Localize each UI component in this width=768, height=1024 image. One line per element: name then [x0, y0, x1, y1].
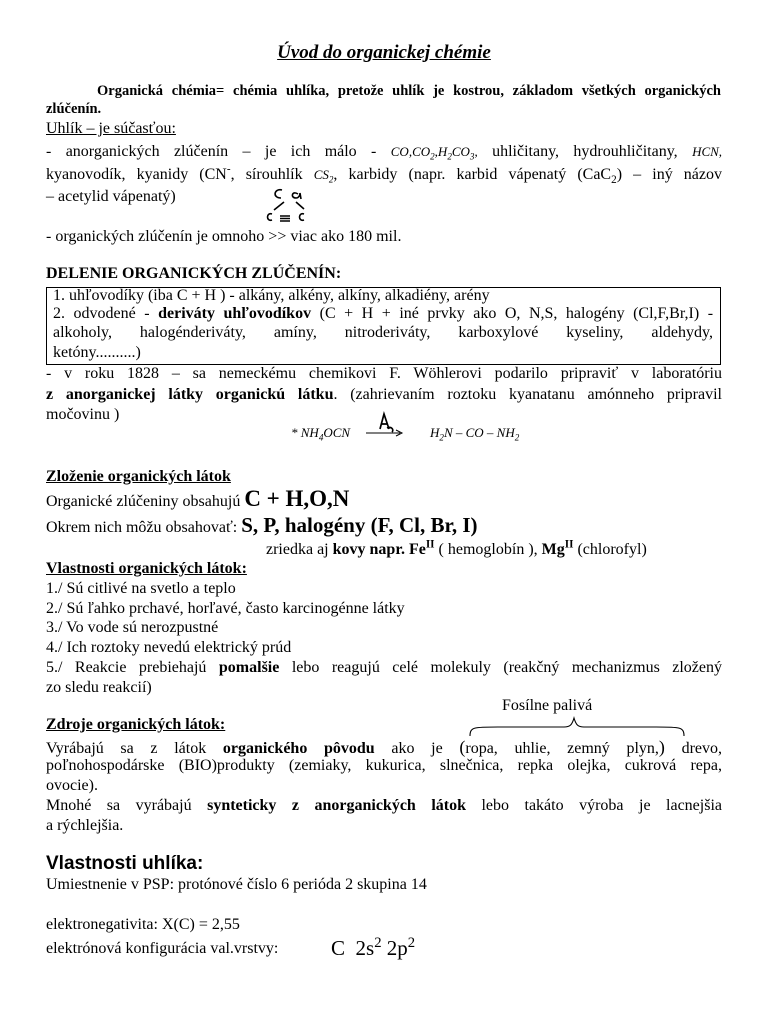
sources-line-3: ovocie).	[46, 777, 98, 794]
fossil-fuels-brace	[468, 717, 686, 737]
composition-main-elements: C + H,O,N	[244, 486, 350, 511]
division-item-2-line-3: ketóny..........)	[53, 344, 141, 361]
formula-hcn: HCN,	[692, 144, 723, 159]
inorganic-line-3: – acetylid vápenatý)	[46, 188, 176, 205]
property-item-5-line-2: zo sledu reakcií)	[46, 679, 152, 696]
intro-line-2: zlúčenín.	[46, 101, 102, 117]
composition-heading: Zloženie organických látok	[46, 468, 231, 485]
page-title: Úvod do organickej chémie	[277, 42, 491, 63]
reaction-equation	[291, 424, 350, 442]
inorganic-line-2: kyanovodík, kyanidy (CN-, sírouhlík $CS_2$, karbidy (napr. karbid vápenatý (CaC$_2$) – iný názov	[46, 163, 722, 187]
inorganic-carbide-text: , karbidy (napr. karbid vápenatý (CaC	[333, 166, 612, 183]
composition-line-1: Organické zlúčeniny obsahujú C + H,O,N	[46, 486, 350, 511]
properties-heading: Vlastnosti organických látok:	[46, 560, 247, 577]
derivatives-bold: deriváty uhľovodíkov	[158, 305, 312, 322]
sources-heading: Zdroje organických látok:	[46, 716, 226, 733]
reaction-product: $H_2N$ – CO – $NH_2$	[430, 425, 520, 443]
inorganic-other-name: ) – iný názov	[616, 166, 722, 183]
organic-origin-bold: organického pôvodu	[222, 740, 375, 757]
inorganic-cs2-text: , sírouhlík	[230, 166, 303, 183]
electron-config-value: C $2s^2$ $2p^2$	[331, 935, 416, 960]
formula-cs2: $CS_2$	[313, 167, 334, 185]
inorganic-cyanide-text: kyanovodík, kyanidy (CN	[46, 166, 227, 183]
electronegativity-line: elektronegativita: X(C) = 2,55	[46, 916, 240, 933]
inorganic-middle: uhličitany, hydrouhličitany,	[492, 143, 678, 160]
division-item-2-line-2: alkoholy, halogénderiváty, amíny, nitroderiváty, karboxylové kyseliny, aldehydy,	[53, 324, 713, 341]
metals-bold: kovy napr. $Fe^{II}$	[332, 538, 435, 558]
property-item-2: 2./ Sú ľahko prchavé, horľavé, často karcinogénne látky	[46, 600, 405, 617]
intro-line-1: Organická chémia= chémia uhlíka, pretože uhlík je kostrou, základom všetkých organických	[97, 83, 721, 99]
property-item-5: 5./ Reakcie prebiehajú pomalšie lebo reagujú celé molekuly (reakčný mechanizmus zložený	[46, 659, 723, 676]
reaction-reactant: * $NH_4OCN$	[291, 425, 351, 443]
property-item-3: 3./ Vo vode sú nerozpustné	[46, 619, 219, 636]
fossil-fuels-list: ropa, uhlie, zemný plyn,	[465, 740, 659, 757]
handwritten-acetylide-sketch	[260, 184, 320, 228]
inorganic-line-1	[46, 143, 722, 161]
mg-bold: $Mg^{II}$	[541, 538, 574, 558]
inorganic-prefix: - anorganických zlúčenín – je ich málo -	[46, 143, 377, 160]
wohler-line-2: z anorganickej látky organickú látku. (zahrievaním roztoku kyanatanu amónneho pripravil	[46, 386, 722, 403]
sources-line-2: poľnohospodárske (BIO)produkty (zemiaky, kukurica, slnečnica, repka olejka, cukrová repa,	[46, 757, 722, 774]
sources-line-5: a rýchlejšia.	[46, 817, 124, 834]
division-heading: DELENIE ORGANICKÝCH ZLÚČENÍN:	[46, 265, 342, 282]
sources-line-1: Vyrábajú sa z látok organického pôvodu ako je (ropa, uhlie, zemný plyn,) drevo,	[46, 737, 722, 757]
property-item-1: 1./ Sú citlivé na svetlo a teplo	[46, 580, 236, 597]
carbon-props-heading: Vlastnosti uhlíka:	[46, 853, 204, 874]
composition-line-3: zriedka aj kovy napr. $Fe^{II}$ ( hemoglobín ), $Mg^{II}$ (chlorofyl)	[266, 538, 647, 558]
composition-other-elements: S, P, halogény (F, Cl, Br, I)	[241, 513, 478, 537]
synthetic-bold: synteticky z anorganických látok	[207, 797, 466, 814]
carbon-heading: Uhlík – je súčasťou:	[46, 120, 176, 137]
wohler-line-1: - v roku 1828 – sa nemeckému chemikovi F. Wöhlerovi podarilo pripraviť v laboratóriu	[46, 365, 722, 382]
sources-line-4: Mnohé sa vyrábajú synteticky z anorganických látok lebo takáto výroba je lacnejšia	[46, 797, 723, 814]
organic-count-line: - organických zlúčenín je omnoho >> viac ako 180 mil.	[46, 228, 402, 245]
fossil-fuels-label: Fosílne palivá	[502, 697, 593, 714]
wohler-bold: z anorganickej látky organickú látku	[46, 386, 334, 403]
formula-co: $CO,CO_2,H_2CO_3$,	[390, 144, 478, 162]
property-item-4: 4./ Ich roztoky nevedú elektrický prúd	[46, 639, 292, 656]
division-item-2: 2. odvodené - deriváty uhľovodíkov (C + H + iné prvky ako O, N,S, halogény (Cl,F,Br,I) -	[53, 305, 714, 322]
division-item-1: 1. uhľovodíky (iba C + H ) - alkány, alkény, alkíny, alkadiény, arény	[53, 287, 490, 304]
electron-config-label: elektrónová konfigurácia val.vrstvy:	[46, 940, 279, 957]
reaction-arrow	[366, 412, 406, 438]
composition-line-2: Okrem nich môžu obsahovať: S, P, halogény (F, Cl, Br, I)	[46, 513, 478, 537]
psp-position-line: Umiestnenie v PSP: protónové číslo 6 perióda 2 skupina 14	[46, 876, 427, 893]
slower-bold: pomalšie	[218, 659, 280, 676]
wohler-line-3: močovinu )	[46, 406, 120, 423]
